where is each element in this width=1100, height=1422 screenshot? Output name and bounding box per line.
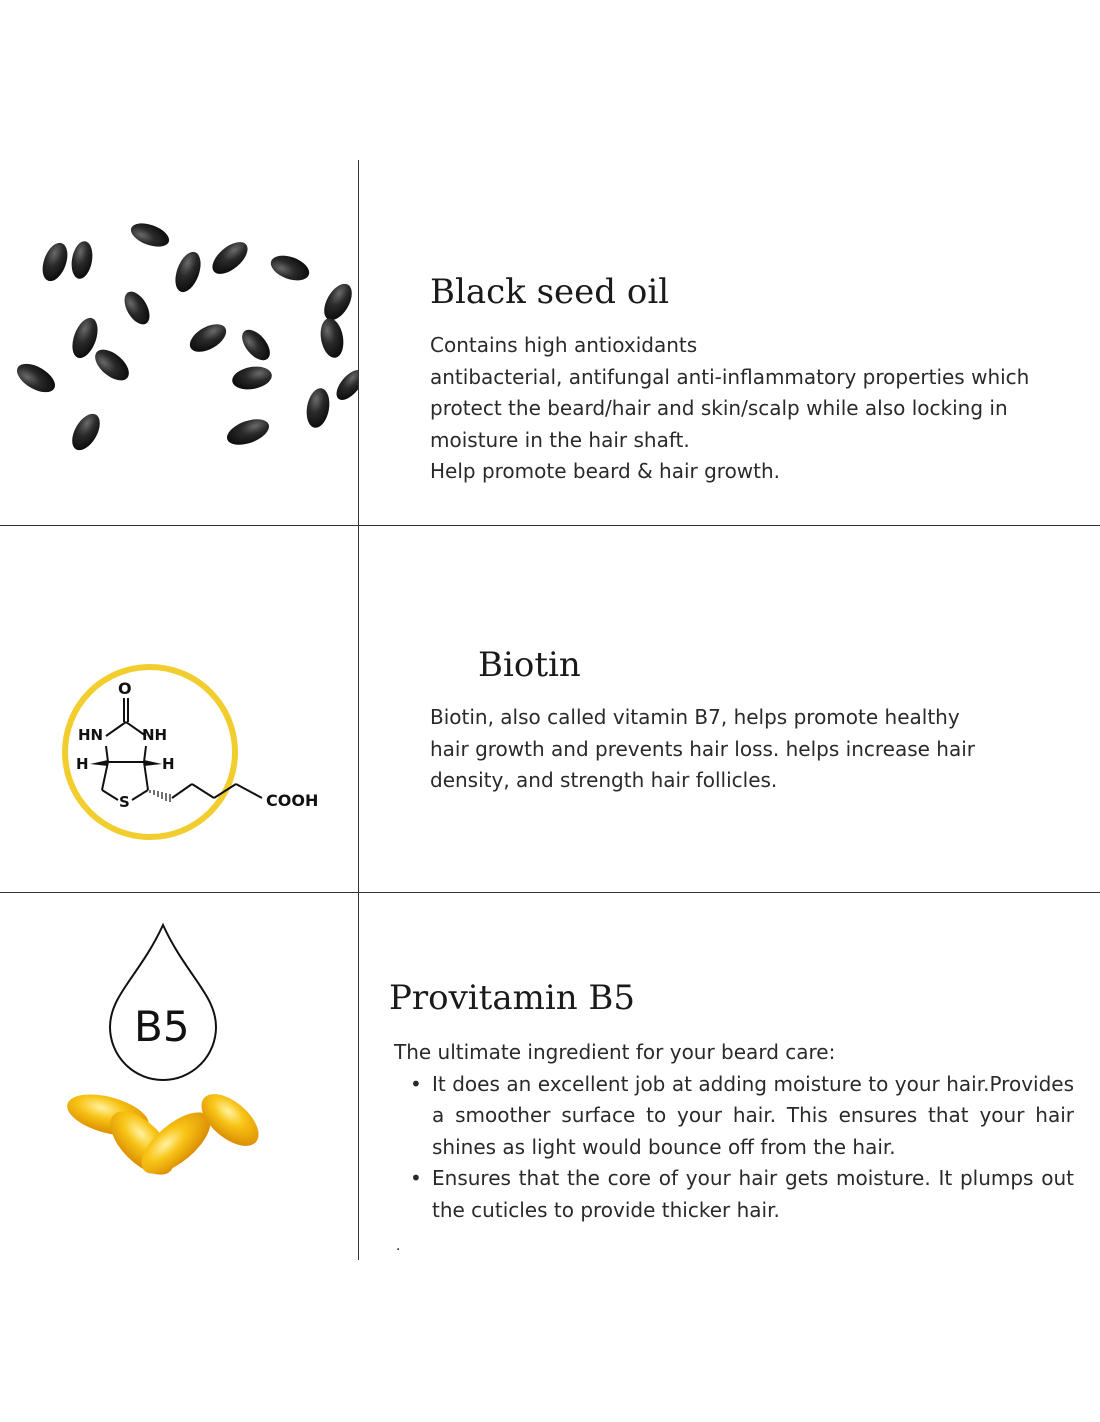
seed-icon — [185, 318, 231, 357]
provitamin-bullets — [394, 1069, 1074, 1227]
b5-drop-image — [60, 915, 280, 1185]
seed-icon — [332, 365, 358, 404]
seed-icon — [38, 239, 72, 284]
provitamin-intro: The ultimate ingredient for your beard care: — [394, 1040, 836, 1064]
drop-label: B5 — [134, 1002, 190, 1051]
black-seed-line-3: Help promote beard & hair growth. — [430, 459, 781, 483]
seed-icon — [12, 358, 59, 398]
seed-icon — [224, 414, 273, 450]
yellow-ring-icon — [65, 667, 235, 837]
molecule-o-label: O — [118, 679, 132, 698]
biotin-molecule-image — [0, 650, 358, 860]
seed-icon — [128, 219, 172, 251]
biotin-title: Biotin — [478, 645, 581, 685]
molecule-cooh-label: COOH — [266, 791, 319, 810]
seed-icon — [230, 364, 273, 393]
seed-icon — [267, 251, 312, 285]
trailing-mark: . — [396, 1238, 401, 1254]
provitamin-bullet-2: • Ensures that the core of your hair gets moisture. It plumps out the cuticles to provide thicker hair. — [394, 1163, 1074, 1226]
seed-icon — [318, 316, 347, 359]
molecule-s-label: S — [119, 793, 130, 811]
molecule-h-left-label: H — [76, 755, 89, 773]
molecule-nh-label: NH — [142, 726, 168, 744]
black-seeds-image — [0, 200, 358, 480]
provitamin-description — [394, 1037, 1074, 1226]
horizontal-divider-1 — [0, 525, 1100, 526]
seed-icon — [304, 386, 333, 429]
provitamin-bullet-1: • It does an excellent job at adding moisture to your hair.Provides a smoother surface to your hair. This ensures that your hair shines as light would bounce off from the hair. — [394, 1069, 1074, 1164]
seed-icon — [90, 344, 135, 387]
seed-icon — [69, 240, 95, 281]
black-seed-line-1: Contains high antioxidants — [430, 333, 698, 357]
biotin-line-1: Biotin, also called vitamin B7, helps promote healthy hair growth and prevents hair loss. helps increase hair density, and strength hair follicles. — [430, 705, 976, 792]
vertical-divider — [358, 160, 359, 1260]
seed-icon — [237, 325, 275, 365]
biotin-description — [430, 702, 978, 797]
provitamin-title: Provitamin B5 — [389, 978, 636, 1018]
black-seed-line-2: antibacterial, antifungal anti-inflammatory properties which protect the beard/hair and skin/scalp while also locking in moisture in the hair shaft. — [430, 364, 1030, 452]
black-seed-description — [430, 330, 1092, 488]
seed-icon — [207, 236, 253, 280]
seed-icon — [318, 279, 357, 325]
seed-icon — [170, 249, 205, 296]
molecule-h-right-label: H — [162, 755, 175, 773]
seed-icon — [119, 287, 154, 328]
black-seed-title: Black seed oil — [430, 272, 670, 312]
horizontal-divider-2 — [0, 892, 1100, 893]
molecule-hn-label: HN — [78, 726, 104, 744]
seed-icon — [66, 409, 105, 455]
